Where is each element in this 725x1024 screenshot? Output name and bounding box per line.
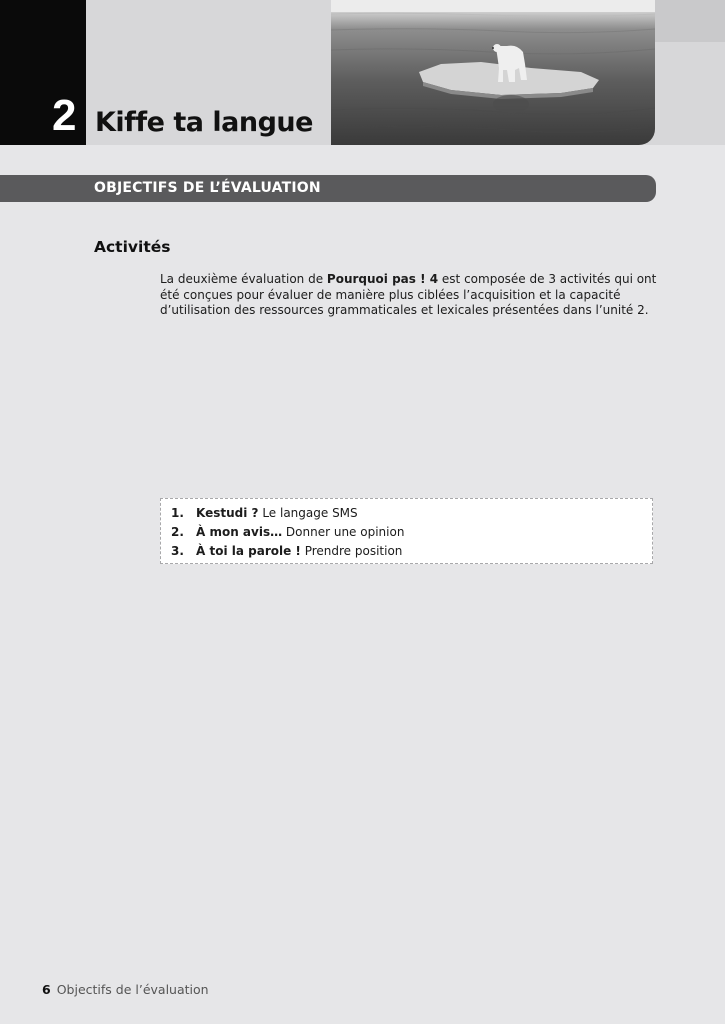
unit-number: 2 [52, 91, 77, 140]
header-corner-tab [655, 0, 725, 42]
intro-paragraph [160, 272, 660, 319]
activity-item [171, 542, 652, 561]
section-title: OBJECTIFS DE L’ÉVALUATION [94, 180, 321, 196]
page-footer [42, 980, 209, 1000]
activity-description: Donner une opinion [282, 525, 405, 539]
activity-description: Le langage SMS [258, 506, 358, 520]
activity-number: 3. [171, 544, 184, 558]
intro-text-end: est composée de 3 activités qui ont été conçues pour évaluer de manière plus ciblées l’acquisition et la capacité d’utilisation des ressources grammaticales et lexicales présentées dans l’unité 2. [160, 272, 657, 317]
section-header-bar [0, 175, 656, 202]
activities-list-box [160, 498, 653, 564]
running-title: Objectifs de l’évaluation [56, 982, 209, 997]
activity-name: À mon avis… [196, 525, 283, 539]
polar-bear-photo [331, 0, 655, 145]
activity-name: Kestudi ? [196, 506, 259, 520]
activity-number: 1. [171, 506, 184, 520]
unit-title: Kiffe ta langue [95, 107, 313, 138]
intro-text-start: La deuxième évaluation de [160, 272, 327, 286]
activity-description: Prendre position [300, 544, 403, 558]
activity-name: À toi la parole ! [196, 544, 301, 558]
page-number: 6 [42, 982, 51, 997]
book-title: Pourquoi pas ! 4 [326, 272, 439, 286]
activity-item [171, 504, 652, 523]
activities-heading: Activités [94, 238, 171, 256]
activity-number: 2. [171, 525, 184, 539]
activity-item [171, 523, 652, 542]
